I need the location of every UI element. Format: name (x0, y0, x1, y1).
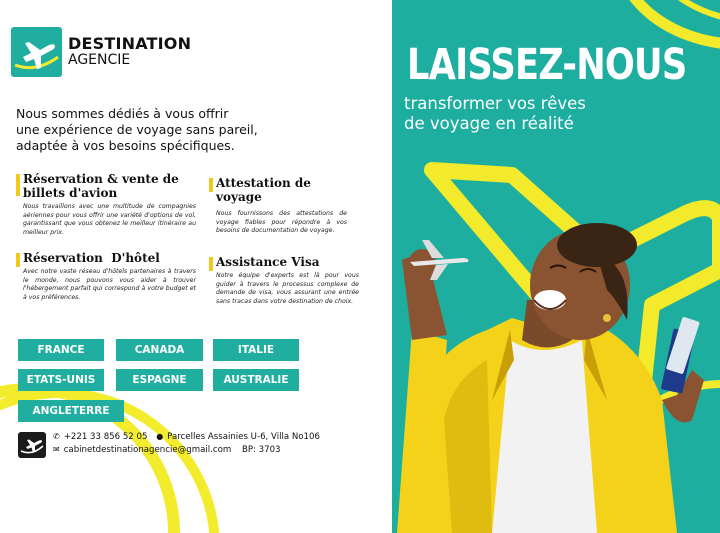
service-title: Assistance Visa (216, 255, 320, 269)
country-espagne: ESPAGNE (116, 369, 203, 391)
postal-box: BP: 3703 (241, 445, 281, 455)
country-france: FRANCE (18, 339, 104, 361)
accent-bar (16, 174, 20, 196)
service-visa-assistance (209, 255, 359, 306)
country-italie: ITALIE (213, 339, 299, 361)
email-icon: ✉ (53, 445, 60, 454)
accent-bar (209, 178, 213, 192)
brand-logo-small (18, 432, 46, 458)
country-etats-unis: ETATS-UNIS (18, 369, 104, 391)
service-description: Notre équipe d'experts est là pour vous guider à travers le processus complexe de demande de visa, vous assurant une entrée sans tracas dans votre destination de choix. (216, 272, 359, 305)
airplane-icon (18, 432, 46, 458)
contact-line-1 (53, 432, 320, 442)
hero-panel (392, 0, 720, 533)
intro-line: adaptée à vos besoins spécifiques. (16, 138, 235, 153)
service-travel-certificate (209, 176, 347, 236)
brand-name: DESTINATION (68, 34, 192, 53)
intro-line: une expérience de voyage sans pareil, (16, 122, 258, 137)
intro-line: Nous sommes dédiés à vous offrir (16, 106, 229, 121)
country-canada: CANADA (116, 339, 203, 361)
intro-text (16, 106, 306, 154)
subtitle-line: transformer vos rêves (404, 94, 586, 113)
service-description: Avec notre vaste réseau d'hôtels partenaires à travers le monde, nous pouvons vous aider à trouver l'hébergement parfait qui correspond à votre budget et à vos préférences. (23, 268, 196, 301)
airplane-icon (11, 27, 62, 77)
service-flight-booking (16, 172, 196, 237)
brand-logo (11, 27, 62, 77)
service-title: Réservation & vente de billets d'avion (23, 172, 179, 200)
service-description: Nous fournissons des attestations de voyage fiables pour répondre à vos besoins de documentation de voyage. (216, 210, 347, 235)
brand-subname: AGENCIE (68, 52, 131, 68)
service-title: Attestation de voyage (216, 176, 311, 204)
accent-bar (209, 257, 213, 271)
phone-icon: ✆ (53, 432, 60, 441)
address: Parcelles Assainies U-6, Villa No106 (167, 432, 320, 442)
country-angleterre: ANGLETERRE (18, 400, 124, 422)
subtitle-line: de voyage en réalité (404, 114, 574, 133)
email: cabinetdestinationagencie@gmail.com (63, 445, 232, 455)
hero-headline: LAISSEZ-NOUS (407, 40, 687, 90)
traveler-woman-photo (392, 0, 720, 533)
phone-number: +221 33 856 52 05 (63, 432, 148, 442)
service-description: Nous travaillons avec une multitude de compagnies aériennes pour vous offrir une variété d'options de vol, garantissant que vous obtenez le meilleur itinéraire au meilleur prix. (23, 203, 196, 236)
accent-bar (16, 253, 20, 267)
contact-line-2 (53, 445, 281, 455)
country-australie: AUSTRALIE (213, 369, 299, 391)
service-hotel-booking (16, 251, 196, 302)
location-pin-icon: ● (156, 432, 164, 441)
service-title: Réservation D'hôtel (23, 251, 160, 265)
